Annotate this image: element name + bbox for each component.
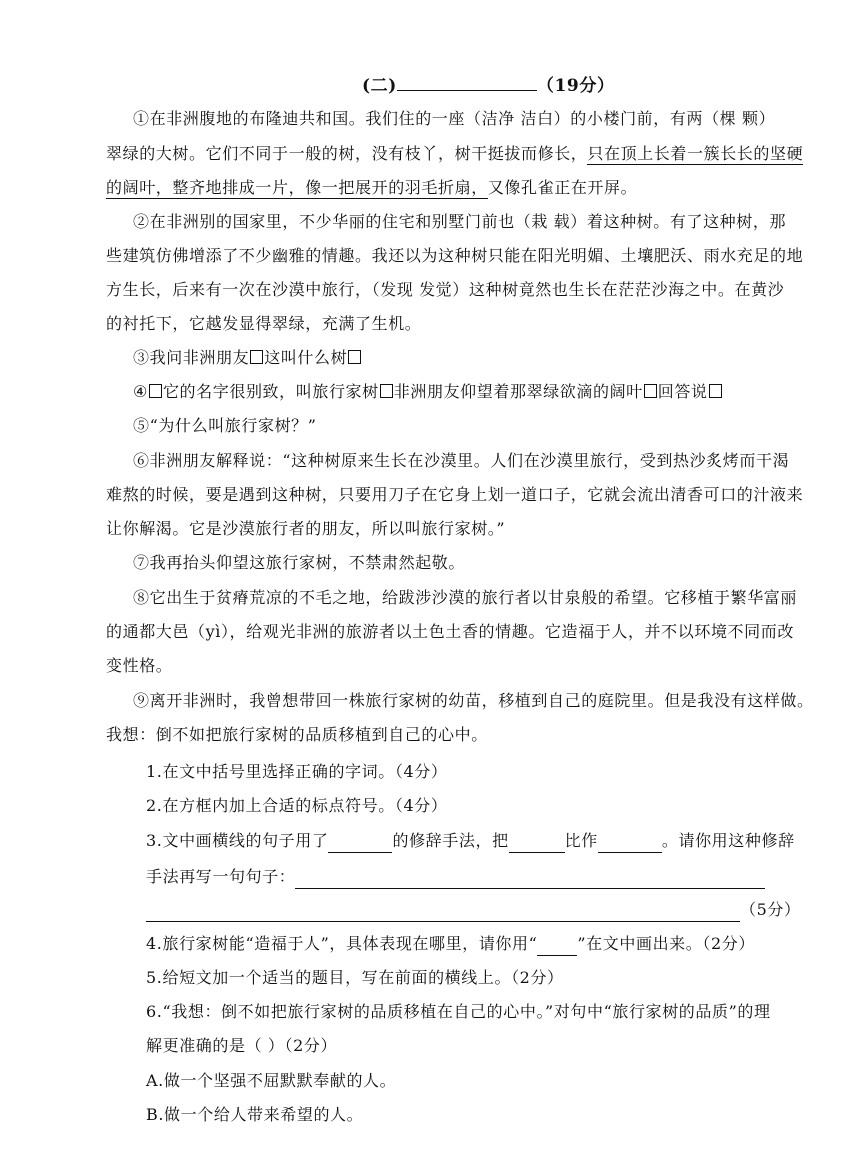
q3-blank-subject[interactable] bbox=[509, 830, 565, 853]
option-b[interactable]: B.做一个给人带来希望的人。 bbox=[146, 1105, 364, 1124]
q3-blank-rhetoric[interactable] bbox=[328, 830, 392, 853]
p9-line2: 我想：倒不如把旅行家树的品质移植到自己的心中。 bbox=[106, 725, 488, 744]
p8-line3: 变性格。 bbox=[106, 656, 173, 675]
q4-blank[interactable] bbox=[537, 933, 577, 956]
p3-text-b: 这叫什么树 bbox=[264, 348, 348, 367]
p3-line bbox=[133, 347, 362, 369]
q3-answer-line2[interactable] bbox=[146, 899, 740, 922]
p2-line4: 的衬托下，它越发显得翠绿，充满了生机。 bbox=[106, 314, 422, 333]
question-6-line1: 6.“我想：倒不如把旅行家树的品质移植在自己的心中。”对句中“旅行家树的品质”的理 bbox=[146, 1002, 771, 1021]
question-5: 5.给短文加一个适当的题目，写在前面的横线上。（2分） bbox=[146, 968, 564, 987]
p6-line1: ⑥非洲朋友解释说：“这种树原来生长在沙漠里。人们在沙漠里旅行，受到热沙炙烤而干渴 bbox=[133, 451, 790, 470]
punctuation-box[interactable] bbox=[709, 384, 722, 398]
q3-text-b: 的修辞手法，把 bbox=[392, 831, 509, 850]
q4-text-a: 4.旅行家树能“造福于人”，具体表现在哪里，请你用“ bbox=[146, 934, 538, 953]
question-1: 1.在文中括号里选择正确的字词。（4分） bbox=[146, 762, 448, 781]
p4-text-b: 它的名字很别致，叫旅行家树 bbox=[162, 382, 379, 401]
q3-text-d: 。请你用这种修辞 bbox=[661, 831, 795, 850]
p4-text-c: 非洲朋友仰望着那翠绿欲滴的阔叶 bbox=[393, 382, 643, 401]
q3-points: （5分） bbox=[740, 900, 801, 919]
section-title bbox=[362, 74, 615, 97]
p2-line3: 方生长，后来有一次在沙漠中旅行，（发现 发觉）这种树竟然也生长在茫茫沙海之中。在黄沙 bbox=[106, 280, 785, 299]
punctuation-box[interactable] bbox=[149, 384, 162, 398]
p1-line3-text: 又像孔雀正在开屏。 bbox=[487, 178, 638, 197]
q3-blank-object[interactable] bbox=[598, 830, 662, 853]
q3-text-c: 比作 bbox=[564, 831, 598, 850]
section-points: （19分） bbox=[536, 76, 615, 96]
p8-line1: ⑧它出生于贫瘠荒凉的不毛之地，给跋涉沙漠的旅行者以甘泉般的希望。它移植于繁华富丽 bbox=[133, 588, 798, 607]
p4-text-d: 回答说 bbox=[657, 382, 708, 401]
question-3-answer bbox=[146, 899, 801, 922]
p1-line2-text: 翠绿的大树。它们不同于一般的树，没有枝丫，树干挺拔而修长， bbox=[106, 144, 588, 163]
underlined-sentence-part2: 的阔叶，整齐地排成一片，像一把展开的羽毛折扇， bbox=[106, 178, 488, 197]
option-a[interactable]: A.做一个坚强不屈默默奉献的人。 bbox=[146, 1071, 397, 1090]
p4-line bbox=[133, 381, 723, 403]
p5-line: ⑤“为什么叫旅行家树？” bbox=[133, 416, 317, 435]
punctuation-box[interactable] bbox=[250, 350, 263, 364]
q3-answer-line1[interactable] bbox=[295, 866, 765, 889]
question-6-line2: 解更准确的是（ ）（2分） bbox=[146, 1036, 338, 1055]
p2-line2: 些建筑仿佛增添了不少幽雅的情趣。我还以为这种树只能在阳光明媚、土壤肥沃、雨水充足的地 bbox=[106, 246, 804, 265]
punctuation-box[interactable] bbox=[348, 350, 361, 364]
title-blank[interactable] bbox=[397, 74, 537, 91]
underlined-sentence-part1: 只在顶上长着一簇长长的坚硬 bbox=[587, 144, 804, 163]
q4-text-b: ”在文中画出来。（2分） bbox=[577, 934, 755, 953]
section-number: (二) bbox=[362, 76, 397, 96]
p8-line2: 的通都大邑（yì），给观光非洲的旅游者以土色土香的情趣。它造福于人，并不以环境不同而改 bbox=[106, 622, 794, 641]
question-2: 2.在方框内加上合适的标点符号。（4分） bbox=[146, 796, 448, 815]
p4-number: ④ bbox=[133, 382, 148, 401]
p6-line3: 让你解渴。它是沙漠旅行者的朋友，所以叫旅行家树。” bbox=[106, 519, 506, 538]
p1-line1: ①在非洲腹地的布隆迪共和国。我们住的一座（洁净 洁白）的小楼门前，有两（棵 颗） bbox=[133, 109, 776, 128]
q3-text-a: 3.文中画横线的句子用了 bbox=[146, 831, 329, 850]
p9-line1: ⑨离开非洲时，我曾想带回一株旅行家树的幼苗，移植到自己的庭院里。但是我没有这样做。 bbox=[133, 691, 814, 710]
p1-line3 bbox=[106, 177, 637, 199]
question-4 bbox=[146, 933, 755, 956]
p2-line1: ②在非洲别的国家里，不少华丽的住宅和别墅门前也（栽 载）着这种树。有了这种树，那 bbox=[133, 212, 787, 231]
question-3-cont bbox=[146, 866, 765, 889]
p6-line2: 难熬的时候，要是遇到这种树，只要用刀子在它身上划一道口子，它就会流出清香可口的汁液来 bbox=[106, 485, 804, 504]
punctuation-box[interactable] bbox=[380, 384, 393, 398]
question-3 bbox=[146, 830, 795, 853]
p3-text-a: ③我问非洲朋友 bbox=[133, 348, 250, 367]
p7-line: ⑦我再抬头仰望这旅行家树，不禁肃然起敬。 bbox=[133, 553, 466, 572]
p1-line2 bbox=[106, 143, 803, 165]
q3-text-e: 手法再写一句句子： bbox=[146, 867, 296, 886]
punctuation-box[interactable] bbox=[644, 384, 657, 398]
